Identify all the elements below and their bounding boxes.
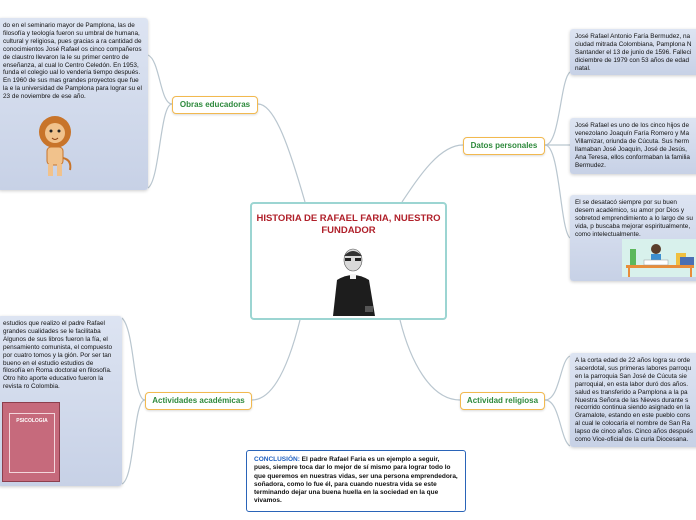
card-obras-educadoras[interactable] bbox=[0, 18, 148, 190]
book-cover-frame bbox=[9, 413, 55, 473]
card-actividades-academicas[interactable] bbox=[0, 316, 122, 486]
link-obras-card-top bbox=[148, 55, 172, 104]
branch-datos-personales[interactable]: Datos personales bbox=[463, 137, 545, 155]
book-title: PSICOLOGIA bbox=[16, 418, 48, 424]
card-datos-3-text: El se desatacó siempre por su buen desem académico, su amor por Dios y sobretod emprendimiento a lo largo de su vida, p buscaba mejorar espiritualmente, como intelectualmente. bbox=[575, 199, 693, 238]
central-title: HISTORIA DE RAFAEL FARIA, NUESTRO FUNDADOR bbox=[256, 213, 441, 236]
link-center-academicas bbox=[252, 320, 300, 400]
book-cover-image bbox=[2, 402, 60, 482]
branch-actividad-religiosa[interactable]: Actividad religiosa bbox=[460, 392, 545, 410]
card-actividad-religiosa[interactable] bbox=[570, 353, 696, 447]
link-center-datos bbox=[402, 145, 463, 202]
link-obras-card-bottom bbox=[148, 104, 172, 188]
link-center-religiosa bbox=[400, 320, 460, 400]
link-religiosa-card-bottom bbox=[545, 400, 570, 446]
conclusion-box[interactable] bbox=[246, 450, 466, 512]
link-academicas-card-bottom bbox=[122, 400, 145, 484]
link-academicas-card-top bbox=[122, 318, 145, 400]
card-academicas-text: estudios que realizo el padre Rafael grandes cualidades se le facilitaba Algunos de sus libros fueron la fía, el pensamiento comunista, el compuesto por cuatro tomos y la gión. Por ser tan bueno en el estudio estudios de filosofía en Roma doctoral en filosofía. Otro hito aporte educativo fueron la revista ro Colombia. bbox=[3, 320, 113, 391]
conclusion-text: El padre Rafael Faria es un ejemplo a seguir, pues, siempre toca dar lo mejor de sí mismo para lograr todo lo que queremos en nuestras vidas, ser una persona emprendedora, soñadora, como lo fue él, para cuando nuestra vida se este terminando dejar una buena huella en la sociedad en la que vivamos. bbox=[254, 456, 458, 505]
student-desk-image bbox=[622, 239, 696, 277]
link-center-obras bbox=[258, 104, 305, 202]
branch-actividades-academicas[interactable]: Actividades académicas bbox=[145, 392, 252, 410]
central-topic[interactable] bbox=[250, 202, 447, 320]
card-datos-personales-3[interactable] bbox=[570, 195, 696, 281]
card-religiosa-text: A la corta edad de 22 años logra su orde sacerdotal, sus primeras labores parroqu en la parroquia San José de Cúcuta sie parroquial, en esta labor duró dos años. salud es transferido a Pamplona a la pa Nuestra Señora de las Nieves durante s recorrido continua siendo asignado en la Gramalote, estando en este pueblo cons al cual le colocaría el nombre de San Ra lapso de cinco años. Cinco años después como Vice-oficial de la curia Diocesana. bbox=[575, 357, 693, 444]
link-datos-card-1 bbox=[545, 72, 570, 145]
link-religiosa-card-top bbox=[545, 356, 570, 400]
card-datos-personales-2[interactable] bbox=[570, 118, 696, 174]
portrait-photo bbox=[325, 246, 379, 316]
cartoon-lion-image bbox=[34, 114, 76, 180]
branch-obras-educadoras[interactable]: Obras educadoras bbox=[172, 96, 258, 114]
card-datos-1-text: José Rafael Antonio Faría Bermudez, na ciudad mitrada Colombiana, Pamplona N Santander el 13 de junio de 1596. Falleci diciembre de 1979 con 53 años de edad natal. bbox=[575, 33, 692, 72]
conclusion-label: CONCLUSIÓN: bbox=[254, 456, 300, 463]
card-datos-personales-1[interactable] bbox=[570, 29, 696, 75]
card-datos-2-text: José Rafael es uno de los cinco hijos de venezolano Joaquín Faría Romero y Ma Villamizar, oriunda de Cúcuta. Sus herm llamaban José Joaquín, José de Jesús, Ana Teresa, ellos conformaban la familia Bermudez. bbox=[575, 122, 690, 169]
card-obras-text: do en el seminario mayor de Pamplona, las de filosofía y teología fueron su umbral de humana, cultural y religiosa, pues gracias a ra cantidad de conocimientos José Rafael os cinco compañeros de claustro llevaron la le su primer centro de enseñanza, al cual lo Centro Celedón. En 1953, funda el colegio ual lo vendería tiempo después. En 1960 de sus mas grandes proyectos que fue la e la universidad de Pamplona para lograr su el 23 de noviembre de ese año. bbox=[3, 22, 142, 101]
link-datos-card-3 bbox=[545, 145, 570, 238]
